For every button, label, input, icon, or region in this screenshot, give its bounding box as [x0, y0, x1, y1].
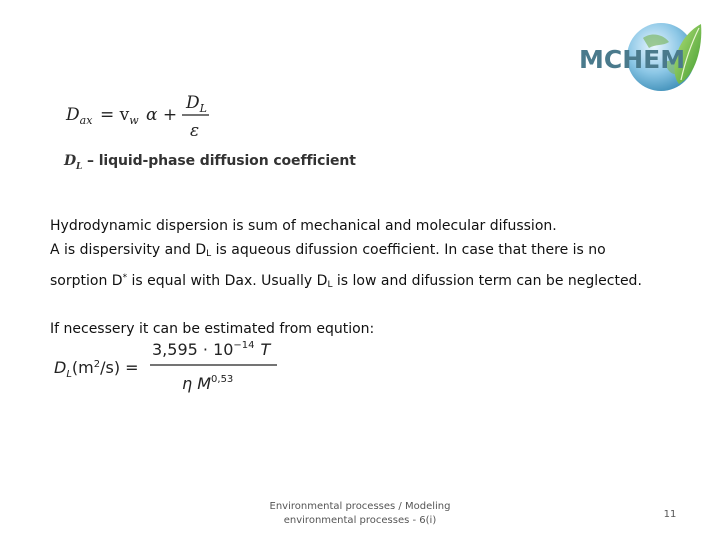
svg-text:η M0,53: η M$^{0,53}$: [182, 374, 234, 393]
paragraph-line: sorption D* is equal with Dax. Usually $D_L$ is low and difussion term can be neglected.: [50, 273, 642, 290]
svg-text:α +: α +: [146, 105, 178, 125]
paragraph-line: If necessery it can be estimated from eqution:: [50, 321, 375, 337]
dispersion-equation: [64, 90, 224, 150]
svg-text:ε: ε: [190, 121, 200, 141]
equation-note: $D_L$ – liquid-phase diffusion coefficient: [64, 153, 356, 172]
diffusion-coefficient-equation: [52, 335, 292, 399]
body-text: [50, 214, 642, 341]
svg-text:DL: $D_L$: [186, 93, 207, 115]
logo-text: MCHEM: [579, 45, 686, 74]
paragraph-line: Hydrodynamic dispersion is sum of mechanical and molecular difussion.: [50, 218, 557, 234]
svg-text:DL(m2/s) =: $D_L(m^2/s)$ =: [54, 358, 139, 380]
footer-line: environmental processes - 6(i): [283, 515, 437, 526]
footer-line: Environmental processes / Modeling: [269, 501, 451, 512]
page-number: 11: [663, 509, 677, 520]
mchem-logo: [573, 18, 705, 96]
svg-text:= vw: = $v_w$: [100, 105, 139, 127]
footer-caption: [250, 500, 470, 528]
svg-text:Dax: $D_{ax}$: [66, 105, 93, 127]
svg-text:3,595 · 10−14T: $3,595 \cdot 10^{-14}$ T: [152, 340, 271, 359]
paragraph-line: A is dispersivity and $D_L$ is aqueous difussion coefficient. In case that there is no: [50, 242, 606, 259]
